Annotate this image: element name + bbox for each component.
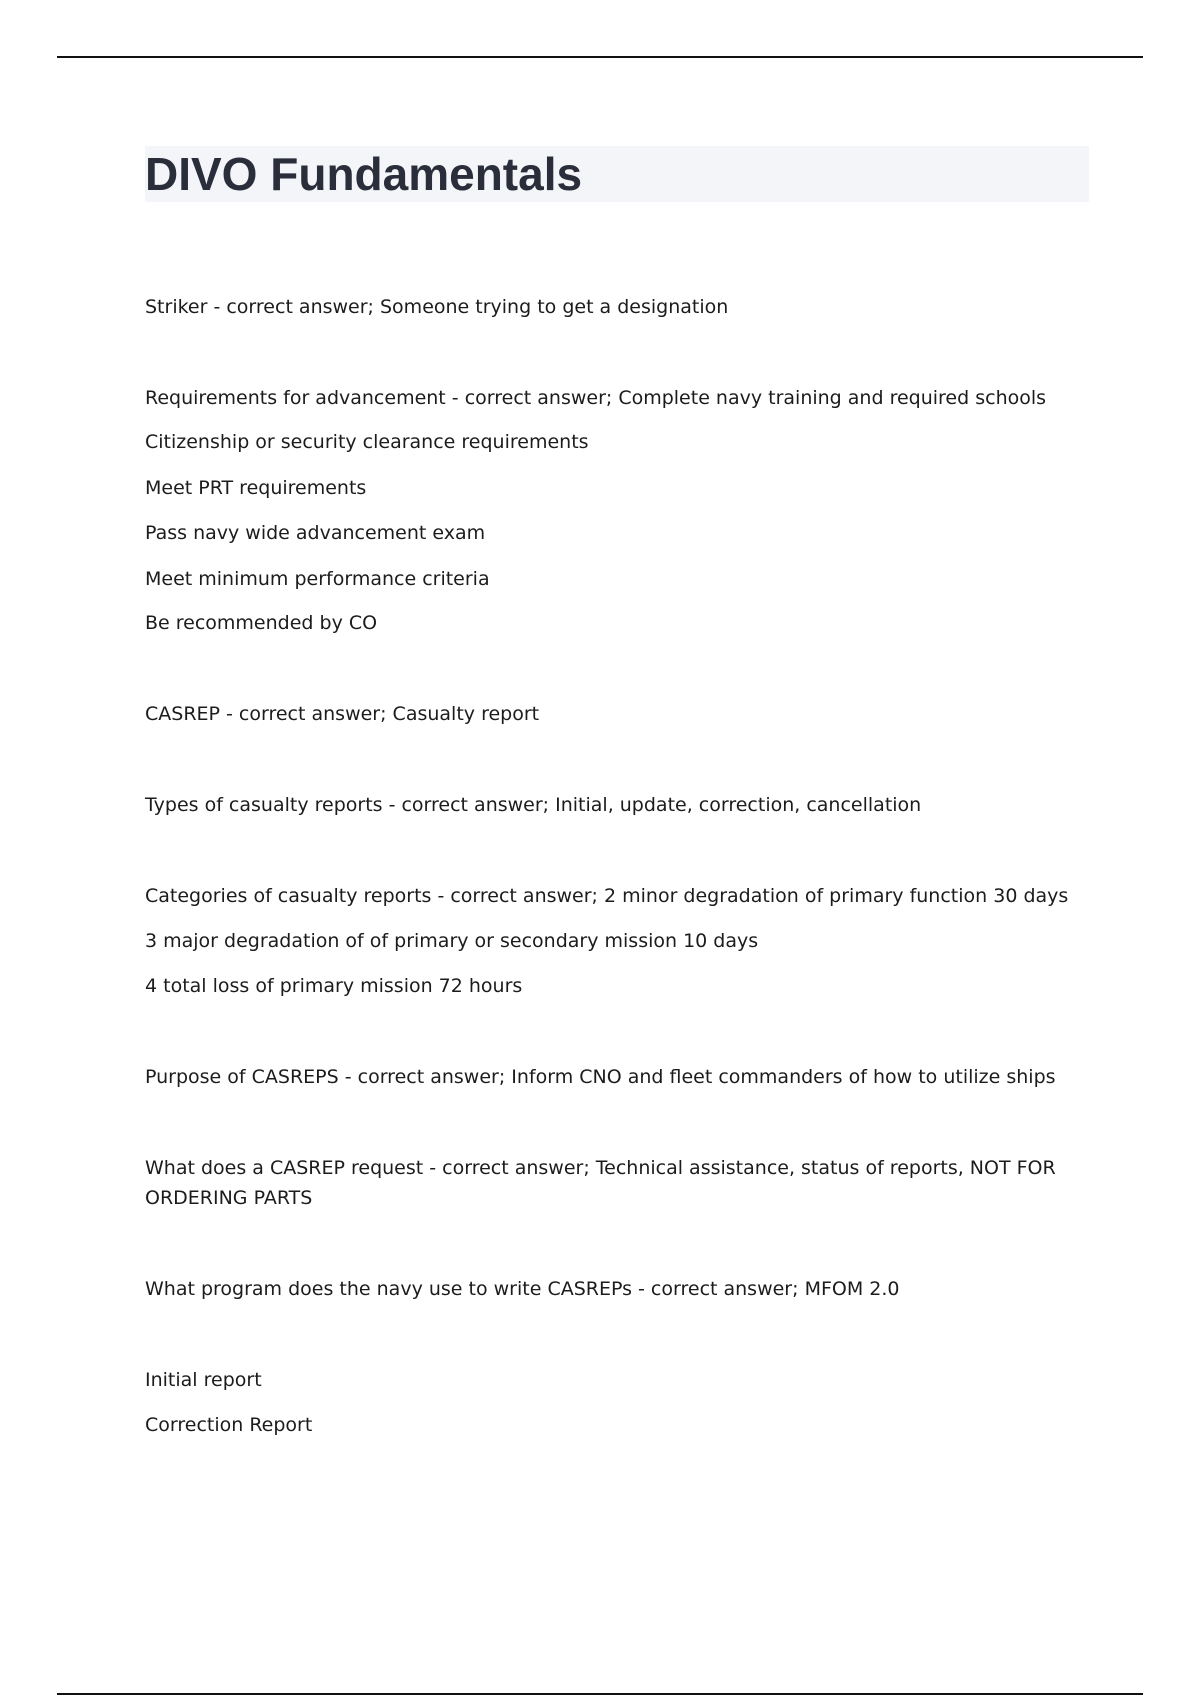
text-line: Pass navy wide advancement exam xyxy=(145,522,486,544)
bottom-rule xyxy=(57,1693,1143,1695)
text-line: 4 total loss of primary mission 72 hours xyxy=(145,975,523,997)
text-line: Initial report xyxy=(145,1369,262,1391)
text-line: What program does the navy use to write CASREPs - correct answer; MFOM 2.0 xyxy=(145,1278,900,1300)
text-line: Meet minimum performance criteria xyxy=(145,568,490,590)
text-line: Categories of casualty reports - correct answer; 2 minor degradation of primary function 30 days xyxy=(145,885,1069,907)
text-line: CASREP - correct answer; Casualty report xyxy=(145,703,540,725)
document-title: DIVO Fundamentals xyxy=(145,148,583,200)
text-line: ORDERING PARTS xyxy=(145,1187,313,1209)
top-rule xyxy=(57,56,1143,58)
text-line: Citizenship or security clearance requirements xyxy=(145,431,589,453)
text-line: Requirements for advancement - correct answer; Complete navy training and required schools xyxy=(145,387,1047,409)
text-line: Types of casualty reports - correct answer; Initial, update, correction, cancellation xyxy=(145,794,922,816)
text-line: 3 major degradation of of primary or secondary mission 10 days xyxy=(145,930,759,952)
text-line: Be recommended by CO xyxy=(145,612,378,634)
text-line: Purpose of CASREPS - correct answer; Inform CNO and fleet commanders of how to utilize ships xyxy=(145,1066,1056,1088)
text-line: Striker - correct answer; Someone trying to get a designation xyxy=(145,296,729,318)
text-line: What does a CASREP request - correct answer; Technical assistance, status of reports, NOT FOR xyxy=(145,1157,1056,1179)
text-line: Correction Report xyxy=(145,1414,313,1436)
text-line: Meet PRT requirements xyxy=(145,477,367,499)
